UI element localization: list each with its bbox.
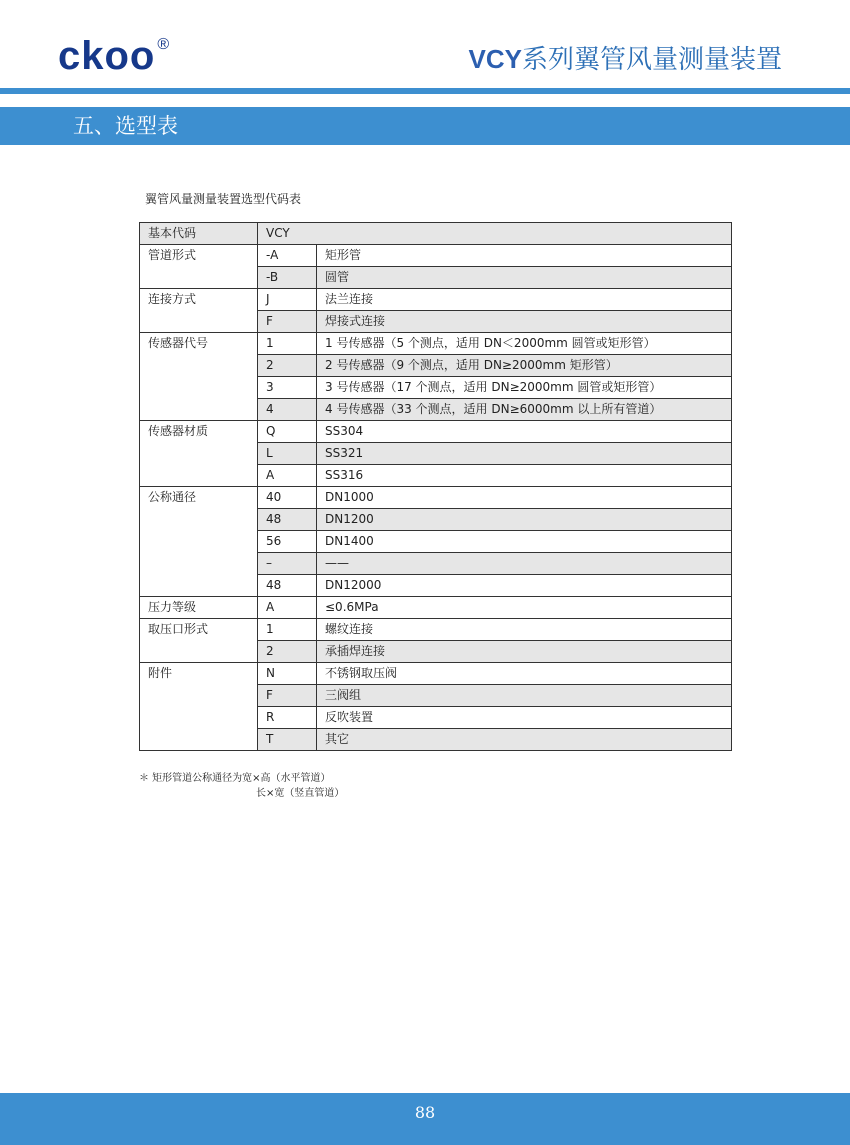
- logo-text: ckoo: [58, 34, 156, 78]
- description-cell: 圆管: [317, 267, 732, 289]
- category-cell: 管道形式: [140, 245, 258, 289]
- code-cell: N: [258, 663, 317, 685]
- code-cell: J: [258, 289, 317, 311]
- category-cell: 取压口形式: [140, 619, 258, 663]
- code-cell: 48: [258, 575, 317, 597]
- page-number: 88: [414, 1103, 436, 1122]
- code-cell: -B: [258, 267, 317, 289]
- code-cell: -A: [258, 245, 317, 267]
- description-cell: SS316: [317, 465, 732, 487]
- description-cell: DN1200: [317, 509, 732, 531]
- code-cell: 2: [258, 641, 317, 663]
- code-cell: F: [258, 685, 317, 707]
- selection-table: [139, 222, 732, 751]
- description-cell: 三阀组: [317, 685, 732, 707]
- code-cell: L: [258, 443, 317, 465]
- description-cell: DN1400: [317, 531, 732, 553]
- description-cell: DN12000: [317, 575, 732, 597]
- category-cell: 压力等级: [140, 597, 258, 619]
- table-row: [140, 421, 732, 443]
- registered-mark: ®: [157, 35, 171, 53]
- table-row: [140, 597, 732, 619]
- footnote-line-2: 长×宽（竖直管道）: [256, 788, 345, 799]
- code-cell: 3: [258, 377, 317, 399]
- code-cell: 40: [258, 487, 317, 509]
- description-cell: 其它: [317, 729, 732, 751]
- code-cell: 56: [258, 531, 317, 553]
- code-cell: 1: [258, 619, 317, 641]
- table-row: [140, 333, 732, 355]
- table-row: [140, 487, 732, 509]
- footnote: [139, 771, 344, 801]
- document-title-latin: VCY: [468, 44, 522, 74]
- category-cell: 公称通径: [140, 487, 258, 597]
- description-cell: SS321: [317, 443, 732, 465]
- section-title: 五、选型表: [73, 114, 178, 138]
- category-cell: 传感器代号: [140, 333, 258, 421]
- selection-table-body: [140, 223, 732, 751]
- section-bar: [0, 107, 850, 145]
- description-cell: 反吹装置: [317, 707, 732, 729]
- description-cell: 承插焊连接: [317, 641, 732, 663]
- table-caption: 翼管风量测量装置选型代码表: [145, 192, 302, 206]
- category-cell: 连接方式: [140, 289, 258, 333]
- description-cell: SS304: [317, 421, 732, 443]
- description-cell: 不锈钢取压阀: [317, 663, 732, 685]
- category-cell: 传感器材质: [140, 421, 258, 487]
- brand-logo: [58, 36, 170, 76]
- category-cell: 附件: [140, 663, 258, 751]
- table-row: [140, 663, 732, 685]
- description-cell: 4 号传感器（33 个测点，适用 DN≥6000mm 以上所有管道）: [317, 399, 732, 421]
- footer-bar: [0, 1093, 850, 1145]
- code-cell: T: [258, 729, 317, 751]
- code-cell: 4: [258, 399, 317, 421]
- footnote-line-1: ＊ 矩形管道公称通径为宽×高（水平管道）: [139, 773, 331, 784]
- code-cell: A: [258, 597, 317, 619]
- table-row-base: [140, 223, 732, 245]
- description-cell: 矩形管: [317, 245, 732, 267]
- base-code-label: 基本代码: [140, 223, 258, 245]
- description-cell: ——: [317, 553, 732, 575]
- code-cell: 2: [258, 355, 317, 377]
- code-cell: R: [258, 707, 317, 729]
- table-row: [140, 289, 732, 311]
- description-cell: 法兰连接: [317, 289, 732, 311]
- document-title-cjk: 系列翼管风量测量装置: [521, 45, 782, 75]
- base-code-value: VCY: [258, 223, 732, 245]
- code-cell: –: [258, 553, 317, 575]
- header-rule: [0, 88, 850, 94]
- code-cell: 48: [258, 509, 317, 531]
- code-cell: 1: [258, 333, 317, 355]
- document-title: [469, 46, 782, 73]
- description-cell: 螺纹连接: [317, 619, 732, 641]
- description-cell: DN1000: [317, 487, 732, 509]
- table-row: [140, 245, 732, 267]
- code-cell: A: [258, 465, 317, 487]
- code-cell: F: [258, 311, 317, 333]
- code-cell: Q: [258, 421, 317, 443]
- description-cell: ≤0.6MPa: [317, 597, 732, 619]
- table-row: [140, 619, 732, 641]
- description-cell: 3 号传感器（17 个测点，适用 DN≥2000mm 圆管或矩形管）: [317, 377, 732, 399]
- description-cell: 焊接式连接: [317, 311, 732, 333]
- description-cell: 1 号传感器（5 个测点，适用 DN＜2000mm 圆管或矩形管）: [317, 333, 732, 355]
- description-cell: 2 号传感器（9 个测点，适用 DN≥2000mm 矩形管）: [317, 355, 732, 377]
